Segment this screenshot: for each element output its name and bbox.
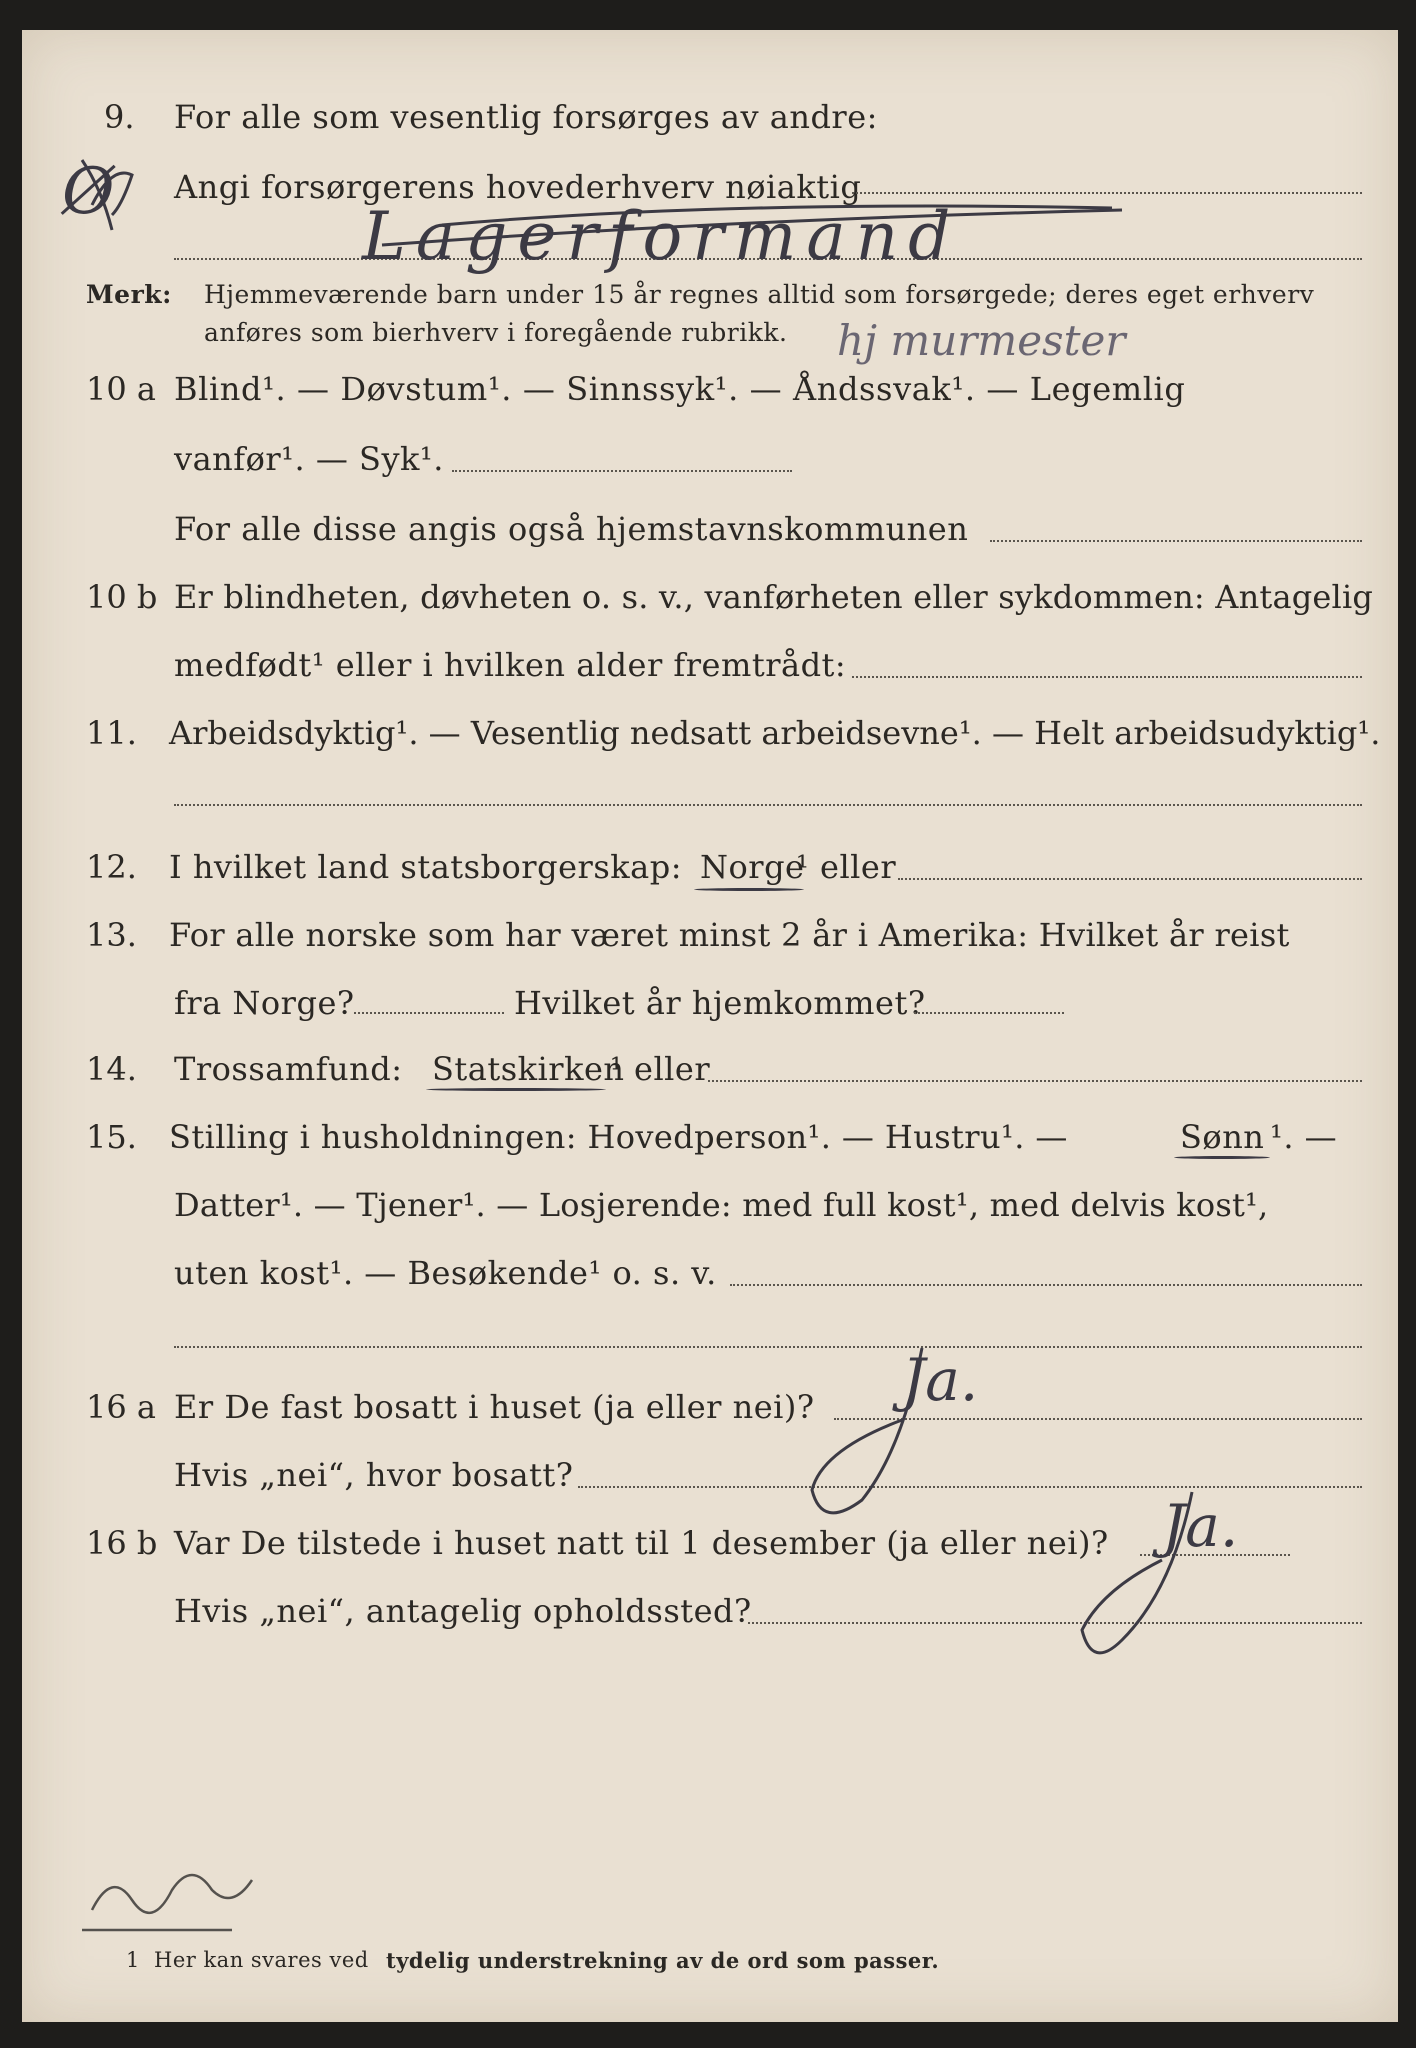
margin-mark: Ø — [62, 155, 115, 229]
footnote-mark: 1 — [126, 1948, 140, 1972]
census-form-page — [22, 30, 1398, 2022]
merk-line2: anføres som bierhverv i foregående rubrikk. — [204, 318, 788, 347]
q9-line1: For alle som vesentlig forsørges av andre: — [174, 98, 878, 136]
q16a-answer-flourish — [812, 1348, 922, 1513]
q10a-number: 10 a — [86, 370, 156, 408]
q16a-number: 16 a — [86, 1388, 156, 1426]
q15-line2: Datter¹. — Tjener¹. — Losjerende: med full kost¹, med delvis kost¹, — [174, 1186, 1269, 1224]
q10b-line2: medfødt¹ eller i hvilken alder fremtrådt: — [174, 646, 847, 684]
q11-number: 11. — [86, 714, 137, 752]
q9-number: 9. — [104, 98, 135, 136]
q15-sonn: Sønn — [1180, 1118, 1265, 1156]
q15-number: 15. — [86, 1118, 137, 1156]
q15-line1b: ¹. — — [1270, 1118, 1338, 1156]
q16b-number: 16 b — [86, 1524, 158, 1562]
merk-line1: Hjemmeværende barn under 15 år regnes alltid som forsørgede; deres eget erhverv — [204, 280, 1315, 309]
q13-line2a: fra Norge? — [174, 984, 355, 1022]
q14-text-a: Trossamfund: — [174, 1050, 403, 1088]
handwriting-strokes — [22, 30, 1398, 2022]
q14-statskirken: Statskirken — [432, 1050, 625, 1088]
signature-stroke — [82, 1875, 252, 1930]
q16b-line1: Var De tilstede i huset natt til 1 desember (ja eller nei)? — [174, 1524, 1109, 1562]
footnote-text-a: Her kan svares ved — [154, 1948, 369, 1972]
q14-text-b: ¹ eller — [610, 1050, 711, 1088]
merk-label: Merk: — [86, 280, 172, 309]
margin-mark-stroke — [82, 160, 132, 230]
q10a-line1: Blind¹. — Døvstum¹. — Sinnssyk¹. — Åndssvak¹. — Legemlig — [174, 370, 1186, 408]
q10a-line2: vanfør¹. — Syk¹. — [174, 440, 444, 478]
q16a-answer: Ja. — [902, 1346, 979, 1414]
q16a-line2: Hvis „nei“, hvor bosatt? — [174, 1456, 574, 1494]
q9-answer: Lagerformand — [362, 198, 961, 275]
q12-number: 12. — [86, 848, 137, 886]
q11-line1: Arbeidsdyktig¹. — Vesentlig nedsatt arbeidsevne¹. — Helt arbeidsudyktig¹. — [169, 714, 1381, 752]
q13-line1: For alle norske som har været minst 2 år i Amerika: Hvilket år reist — [169, 916, 1290, 954]
q9-answer-stroke — [382, 206, 1122, 245]
q10b-number: 10 b — [86, 578, 158, 616]
footnote-text-b: tydelig understrekning av de ord som passer. — [386, 1948, 940, 1973]
q13-number: 13. — [86, 916, 137, 954]
q12-text-b: ¹ eller — [796, 848, 897, 886]
q10a-line3: For alle disse angis også hjemstavnskommunen — [174, 510, 969, 548]
q16b-answer-flourish — [1082, 1492, 1192, 1653]
q9-line2: Angi forsørgerens hovederhverv nøiaktig — [174, 168, 862, 206]
q12-norge: Norge — [700, 848, 805, 886]
merk-answer: hj murmester — [837, 316, 1126, 365]
q16b-line2: Hvis „nei“, antagelig opholdssted? — [174, 1592, 752, 1630]
q16a-line1: Er De fast bosatt i huset (ja eller nei)? — [174, 1388, 815, 1426]
q16b-answer: Ja. — [1162, 1492, 1239, 1560]
q15-line1a: Stilling i husholdningen: Hovedperson¹. — Hustru¹. — — [169, 1118, 1068, 1156]
q12-text-a: I hvilket land statsborgerskap: — [169, 848, 682, 886]
q10b-line1: Er blindheten, døvheten o. s. v., vanførheten eller sykdommen: Antagelig — [174, 578, 1374, 616]
q14-number: 14. — [86, 1050, 137, 1088]
q13-line2b: Hvilket år hjemkommet? — [514, 984, 926, 1022]
q15-line3: uten kost¹. — Besøkende¹ o. s. v. — [174, 1254, 717, 1292]
